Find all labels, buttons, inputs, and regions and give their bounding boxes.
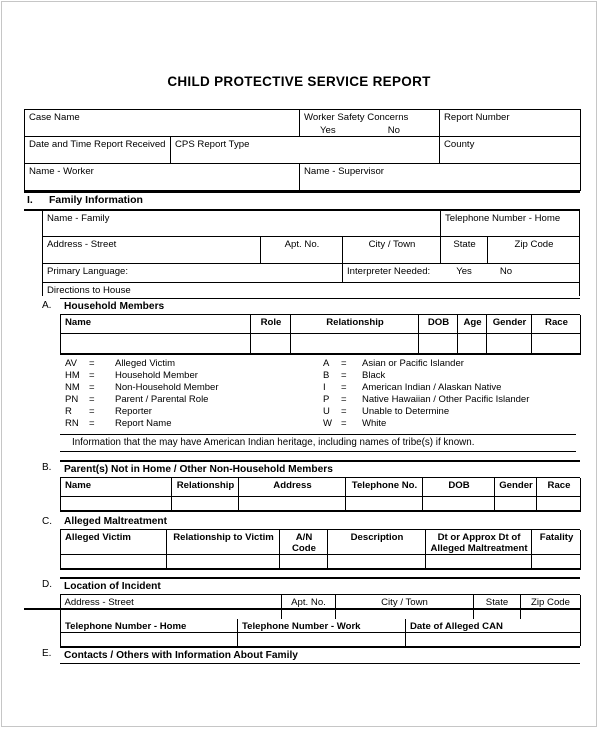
empty-cell (239, 496, 346, 511)
legend-label: Native Hawaiian / Other Pacific Islander (362, 394, 530, 406)
col-header-relationship: Relationship (172, 478, 239, 497)
legend-label: Reporter (115, 406, 152, 418)
equals-sign: = (89, 358, 95, 369)
empty-cell (335, 609, 473, 619)
legend-row (60, 418, 322, 430)
col-header-race: Race (532, 315, 581, 334)
field-date-time-report-received (25, 137, 171, 164)
col-header-telephone-home: Telephone Number - Home (61, 619, 238, 633)
race-code-legend (322, 358, 576, 431)
col-header-name: Name (61, 315, 251, 334)
field-label: Directions to House (47, 285, 131, 296)
legend-label: Unable to Determine (362, 406, 450, 418)
empty-cell (280, 554, 328, 569)
table-header-row (61, 315, 581, 334)
legend-label: Alleged Victim (115, 358, 176, 369)
col-header-relationship: Relationship (291, 315, 419, 334)
no-option: No (499, 266, 513, 277)
legend-label: Report Name (115, 418, 172, 430)
legend-code: HM (65, 370, 80, 382)
legend-label: Black (362, 370, 386, 382)
field-worker-safety-concerns (300, 110, 440, 137)
empty-cell (238, 632, 406, 646)
empty-cell (458, 334, 487, 355)
col-header-role: Role (251, 315, 291, 334)
field-label: County (444, 139, 475, 150)
table-row (43, 237, 580, 264)
empty-cell (495, 496, 537, 511)
legend-code: I (323, 382, 326, 394)
col-header-gender: Gender (495, 478, 537, 497)
table-empty-row (61, 496, 581, 511)
col-header-race: Race (537, 478, 581, 497)
section-heading-text: Location of Incident (60, 577, 580, 595)
section-letter: A. (42, 300, 52, 311)
legend-code: AV (65, 358, 77, 369)
field-label: Worker Safety Concerns (304, 112, 409, 123)
empty-cell (167, 554, 280, 569)
field-telephone-home (441, 211, 580, 237)
yes-option: Yes (320, 125, 336, 136)
empty-cell (291, 334, 419, 355)
table-header-row (61, 619, 581, 633)
empty-cell (423, 496, 495, 511)
document-title: CHILD PROTECTIVE SERVICE REPORT (167, 74, 431, 89)
legend-code: B (323, 370, 330, 382)
empty-cell (251, 334, 291, 355)
incident-phone-table (60, 619, 581, 646)
field-label: Name - Family (47, 213, 110, 224)
field-zip-code (488, 237, 580, 264)
legend-row (60, 382, 322, 394)
legend-code: RN (65, 418, 79, 430)
legend-label: Asian or Pacific Islander (362, 358, 464, 369)
section-heading-text: Contacts / Others with Information About Family (60, 646, 580, 664)
field-label: Name - Worker (29, 166, 94, 177)
section-heading-text: Family Information (49, 194, 143, 206)
col-header-relationship-to-victim: Relationship to Victim (167, 530, 280, 555)
table-header-row (61, 478, 581, 497)
equals-sign: = (89, 382, 95, 394)
section-household-members-heading (42, 298, 580, 315)
field-case-name (25, 110, 300, 137)
equals-sign: = (341, 418, 347, 430)
field-label: Primary Language: (47, 266, 129, 277)
legend-label: White (362, 418, 387, 430)
section-letter: B. (42, 461, 52, 473)
field-label: Date and Time Report Received (29, 139, 166, 150)
field-state (441, 237, 488, 264)
empty-cell (61, 496, 172, 511)
report-header-table (24, 109, 581, 191)
empty-cell (346, 496, 423, 511)
equals-sign: = (341, 394, 347, 406)
legend-label: Non-Household Member (115, 382, 219, 394)
col-header-age: Age (458, 315, 487, 334)
field-label: Telephone Number - Home (445, 213, 561, 224)
table-empty-row (24, 609, 580, 619)
equals-sign: = (89, 370, 95, 382)
empty-cell (537, 496, 581, 511)
equals-sign: = (341, 382, 347, 394)
field-name-supervisor (300, 164, 581, 191)
field-label: City / Town (368, 239, 416, 250)
role-code-legend (60, 358, 322, 431)
col-header-state: State (473, 595, 520, 609)
empty-cell (473, 609, 520, 619)
col-header-city-town: City / Town (335, 595, 473, 609)
empty-cell (60, 609, 281, 619)
field-cps-report-type (171, 137, 440, 164)
field-primary-language (43, 264, 343, 283)
col-header-date-of-alleged-can: Date of Alleged CAN (406, 619, 581, 633)
field-apt-no (261, 237, 343, 264)
col-header-apt-no: Apt. No. (281, 595, 335, 609)
col-header-dob: DOB (423, 478, 495, 497)
field-county (440, 137, 581, 164)
legend-code: A (323, 358, 330, 369)
field-name-worker (25, 164, 300, 191)
legend-row (60, 394, 322, 406)
empty-cell (281, 609, 335, 619)
form-content (2, 109, 596, 664)
col-header-address: Address (239, 478, 346, 497)
col-header-address-street: Address - Street (60, 595, 281, 609)
legend-code: W (323, 418, 332, 430)
legend-row (322, 370, 576, 382)
margin-stub (24, 609, 60, 619)
parents-not-in-home-table (60, 478, 581, 512)
section-parents-not-in-home-heading (42, 460, 580, 478)
section-letter: C. (42, 515, 52, 527)
empty-cell (520, 609, 580, 619)
field-label: Zip Code (514, 239, 554, 250)
col-header-dt-of-alleged-maltreatment: Dt or Approx Dt of Alleged Maltreatment (426, 530, 532, 555)
section-family-information-heading (24, 191, 580, 211)
legend-row (322, 382, 576, 394)
equals-sign: = (341, 358, 347, 369)
empty-cell (487, 334, 532, 355)
field-address-street (43, 237, 261, 264)
field-directions-to-house (43, 283, 580, 297)
empty-cell (406, 632, 581, 646)
table-header-row (24, 595, 580, 609)
legend-row (60, 406, 322, 418)
legend-row (322, 406, 576, 418)
empty-cell (61, 632, 238, 646)
empty-cell (172, 496, 239, 511)
empty-cell (419, 334, 458, 355)
legend-code: R (65, 406, 72, 418)
field-report-number (440, 110, 581, 137)
empty-cell (61, 334, 251, 355)
col-header-description: Description (328, 530, 426, 555)
table-row (25, 110, 581, 137)
legend-label: Household Member (115, 370, 198, 382)
col-header-telephone-work: Telephone Number - Work (238, 619, 406, 633)
table-header-row (61, 530, 581, 555)
section-heading-text: Parent(s) Not in Home / Other Non-Household Members (60, 460, 580, 478)
alleged-maltreatment-table (60, 530, 581, 570)
table-empty-row (61, 334, 581, 355)
legend-row (322, 418, 576, 430)
legend-row (322, 358, 576, 370)
yes-option: Yes (456, 266, 472, 277)
household-members-table (60, 315, 581, 355)
table-row (43, 283, 580, 297)
col-header-fatality: Fatality (532, 530, 581, 555)
empty-cell (532, 334, 581, 355)
field-label: Apt. No. (284, 239, 320, 250)
table-empty-row (61, 554, 581, 569)
equals-sign: = (89, 406, 95, 418)
legend-code: P (323, 394, 330, 406)
interpreter-options (347, 266, 576, 277)
empty-cell (328, 554, 426, 569)
legend-label: Parent / Parental Role (115, 394, 209, 406)
field-label: CPS Report Type (175, 139, 250, 150)
legend-code: PN (65, 394, 79, 406)
yes-no-options (304, 123, 436, 136)
no-option: No (387, 125, 400, 136)
margin-stub (24, 595, 60, 609)
field-label: Interpreter Needed: (347, 266, 431, 277)
legend-label: American Indian / Alaskan Native (362, 382, 502, 394)
section-heading-text: Alleged Maltreatment (60, 514, 580, 530)
incident-address-table (24, 595, 581, 619)
code-legend (60, 358, 576, 431)
col-header-alleged-victim: Alleged Victim (61, 530, 167, 555)
section-letter: E. (42, 647, 52, 659)
field-interpreter-needed (343, 264, 580, 283)
heritage-note: Information that the may have American Indian heritage, including names of tribe(s) if known. (60, 434, 576, 452)
empty-cell (532, 554, 581, 569)
field-label: Name - Supervisor (304, 166, 384, 177)
legend-code: U (323, 406, 330, 418)
equals-sign: = (89, 394, 95, 406)
field-label: State (453, 239, 476, 250)
section-alleged-maltreatment-heading (42, 514, 580, 530)
col-header-gender: Gender (487, 315, 532, 334)
table-row (43, 211, 580, 237)
legend-row (60, 370, 322, 382)
section-numeral: I. (27, 194, 33, 206)
field-city-town (343, 237, 441, 264)
equals-sign: = (341, 406, 347, 418)
field-label: Address - Street (47, 239, 117, 250)
equals-sign: = (89, 418, 95, 430)
form-page (1, 1, 597, 727)
section-letter: D. (42, 578, 52, 590)
section-heading-text: Household Members (60, 298, 580, 315)
col-header-dob: DOB (419, 315, 458, 334)
section-contacts-heading (42, 646, 580, 664)
empty-cell (61, 554, 167, 569)
col-header-telephone-no: Telephone No. (346, 478, 423, 497)
table-row (25, 164, 581, 191)
empty-cell (426, 554, 532, 569)
legend-code: NM (65, 382, 80, 394)
field-label: Report Number (444, 112, 510, 123)
col-header-an-code: A/N Code (280, 530, 328, 555)
field-label: Case Name (29, 112, 80, 123)
table-empty-row (61, 632, 581, 646)
legend-row (322, 394, 576, 406)
section-location-of-incident-heading (42, 577, 580, 595)
family-information-table (42, 211, 580, 296)
legend-row (60, 358, 322, 370)
col-header-name: Name (61, 478, 172, 497)
equals-sign: = (341, 370, 347, 382)
field-name-family (43, 211, 441, 237)
table-row (25, 137, 581, 164)
table-row (43, 264, 580, 283)
col-header-zip-code: Zip Code (520, 595, 580, 609)
